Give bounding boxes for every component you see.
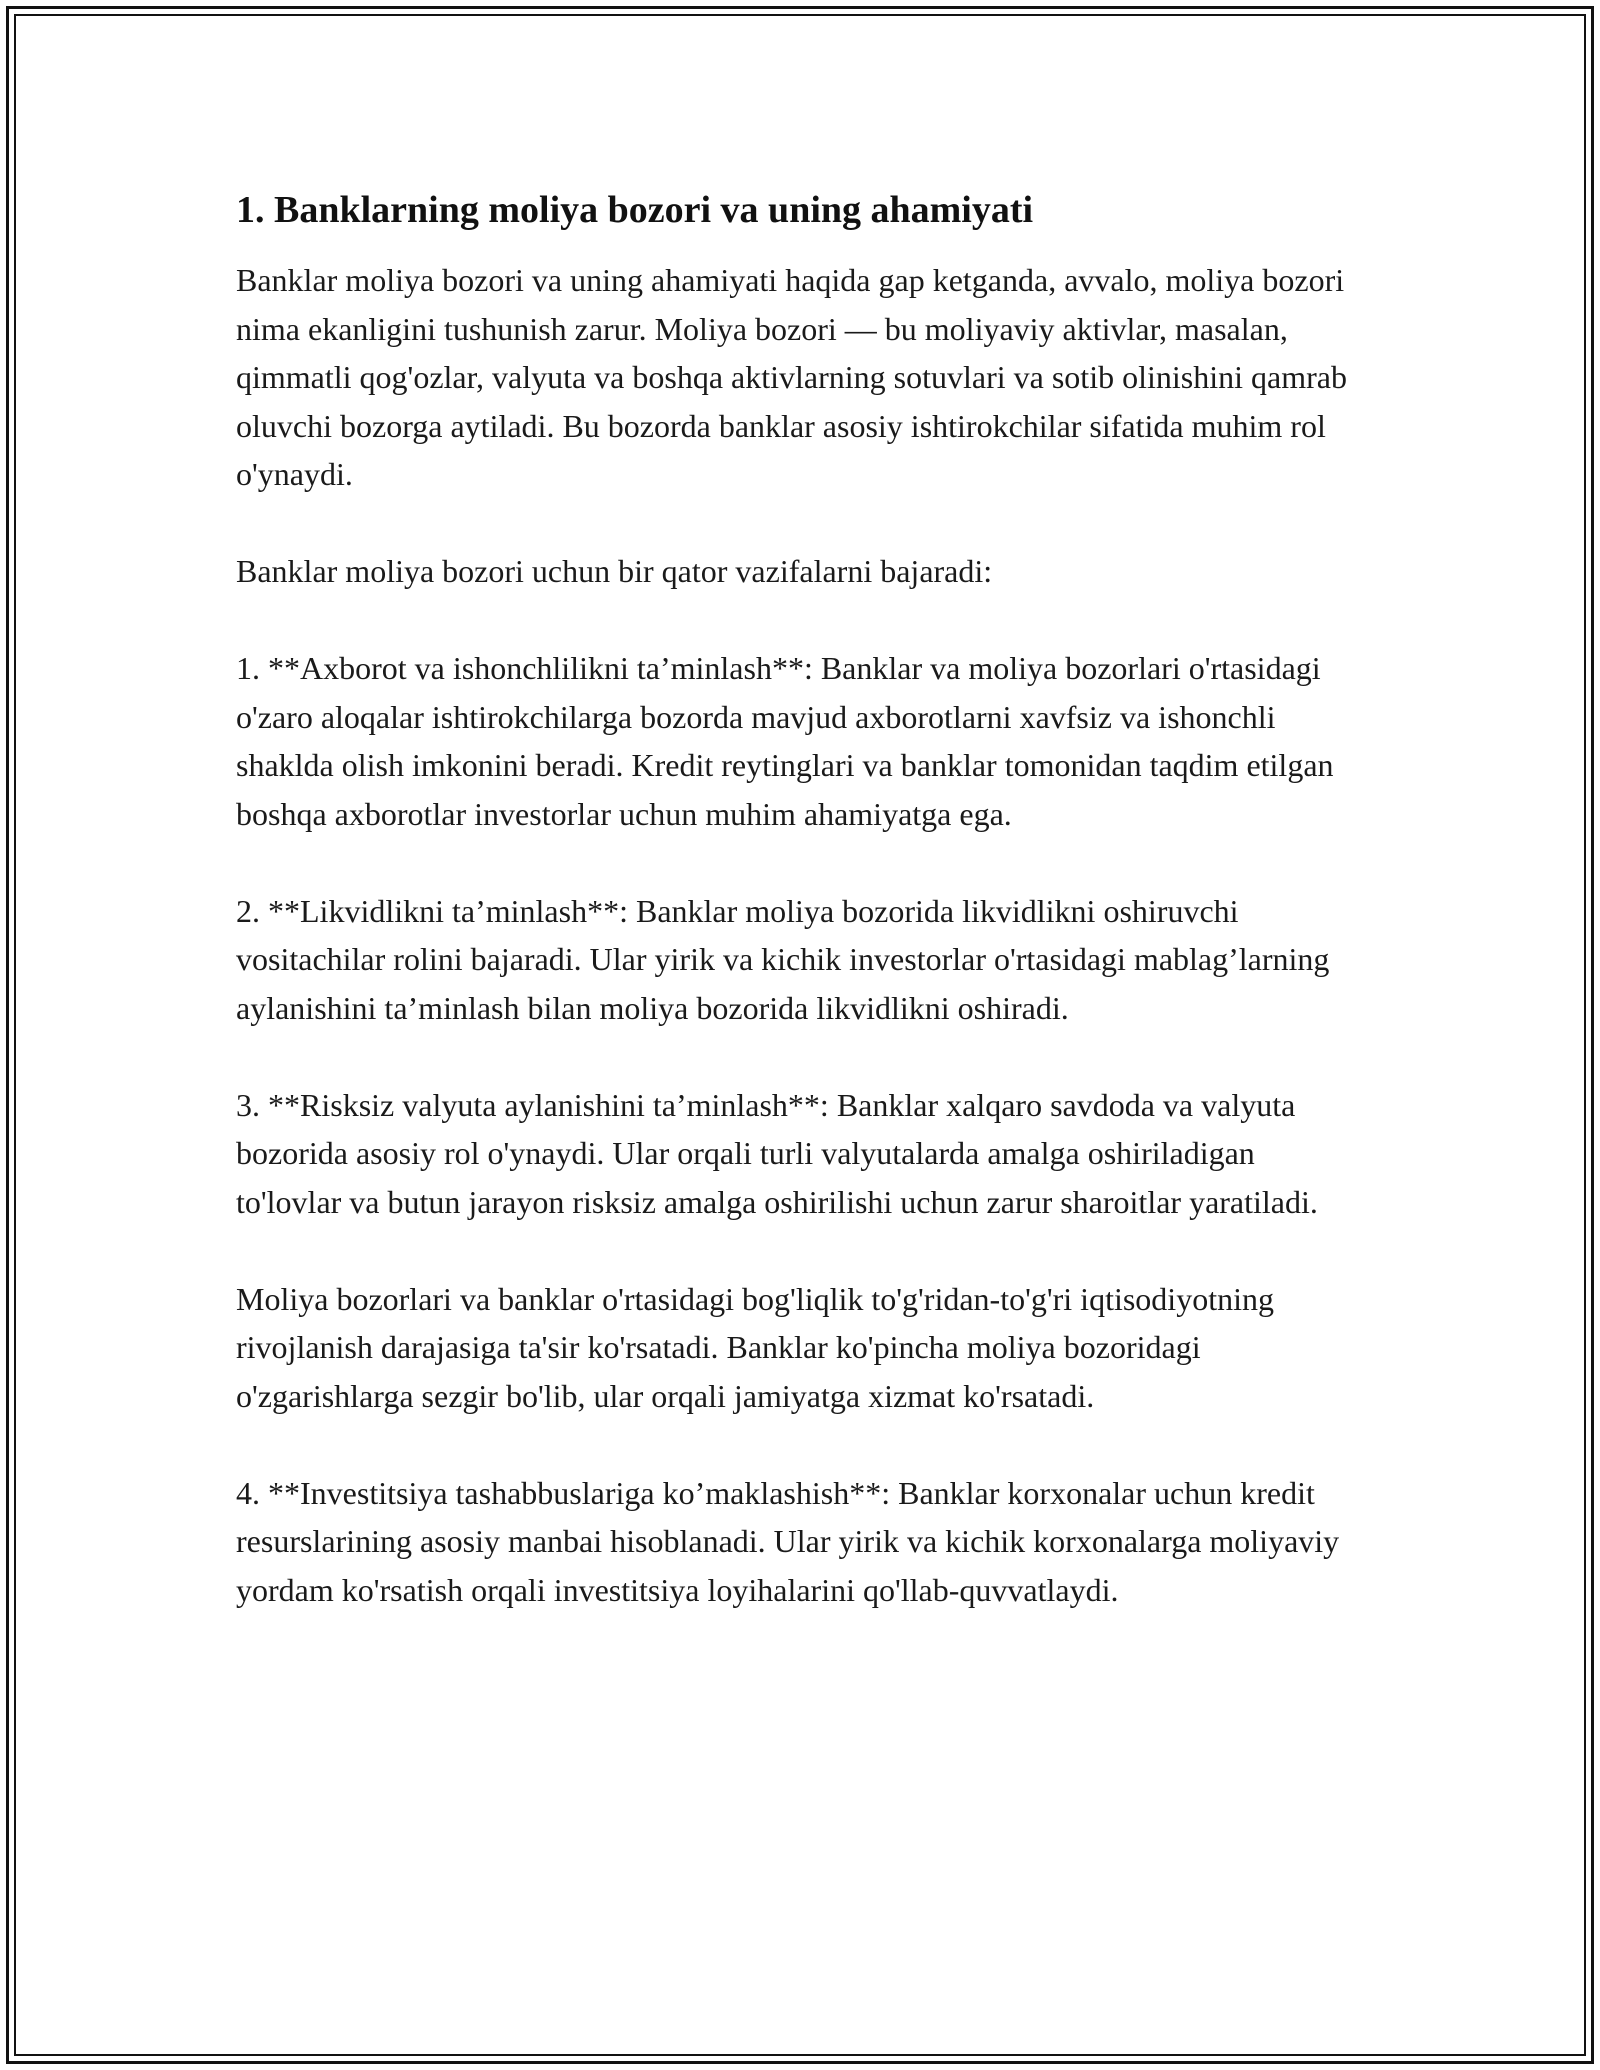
document-body [236,186,1356,1663]
paragraph-intro: Banklar moliya bozori va uning ahamiyati haqida gap ketganda, avvalo, moliya bozori nima ekanligini tushunish zarur. Moliya bozori — bu moliyaviy aktivlar, masalan, qimmatli qog'ozlar, valyuta va boshqa aktivlarning sotuvlari va sotib olinishini qamrab oluvchi bozorga aytiladi. Bu bozorda banklar asosiy ishtirokchilar sifatida muhim rol o'ynaydi. [236,262,1347,492]
list-item-liquidity: 2. **Likvidlikni ta’minlash**: Banklar moliya bozorida likvidlikni oshiruvchi vositachilar rolini bajaradi. Ular yirik va kichik investorlar o'rtasidagi mablag’larning aylanishini ta’minlash bilan moliya bozorida likvidlikni oshiradi. [236,892,1330,1026]
document-title: 1. Banklarning moliya bozori va uning ahamiyati [236,189,1034,231]
list-item-currency: 3. **Risksiz valyuta aylanishini ta’minlash**: Banklar xalqaro savdoda va valyuta bozorida asosiy rol o'ynaydi. Ular orqali turli valyutalarda amalga oshiriladigan to'lovlar va butun jarayon risksiz amalga oshirilishi uchun zarur sharoitlar yaratiladi. [236,1086,1318,1220]
list-item-information: 1. **Axborot va ishonchlilikni ta’minlash**: Banklar va moliya bozorlari o'rtasidagi o'zaro aloqalar ishtirokchilarga bozorda mavjud axborotlarni xavfsiz va ishonchli shaklda olish imkonini beradi. Kredit reytinglari va banklar tomonidan taqdim etilgan boshqa axborotlar investorlar uchun muhim ahamiyatga ega. [236,650,1334,832]
list-item-investment: 4. **Investitsiya tashabbuslariga ko’maklashish**: Banklar korxonalar uchun kredit resurslarining asosiy manbai hisoblanadi. Ular yirik va kichik korxonalarga moliyaviy yordam ko'rsatish orqali investitsiya loyihalarini qo'llab-quvvatlaydi. [236,1474,1340,1608]
paragraph-functions-lead: Banklar moliya bozori uchun bir qator vazifalarni bajaradi: [236,553,993,589]
paragraph-relationship: Moliya bozorlari va banklar o'rtasidagi bog'liqlik to'g'ridan-to'g'ri iqtisodiyotning rivojlanish darajasiga ta'sir ko'rsatadi. Banklar ko'pincha moliya bozoridagi o'zgarishlarga sezgir bo'lib, ular orqali jamiyatga xizmat ko'rsatadi. [236,1280,1274,1414]
